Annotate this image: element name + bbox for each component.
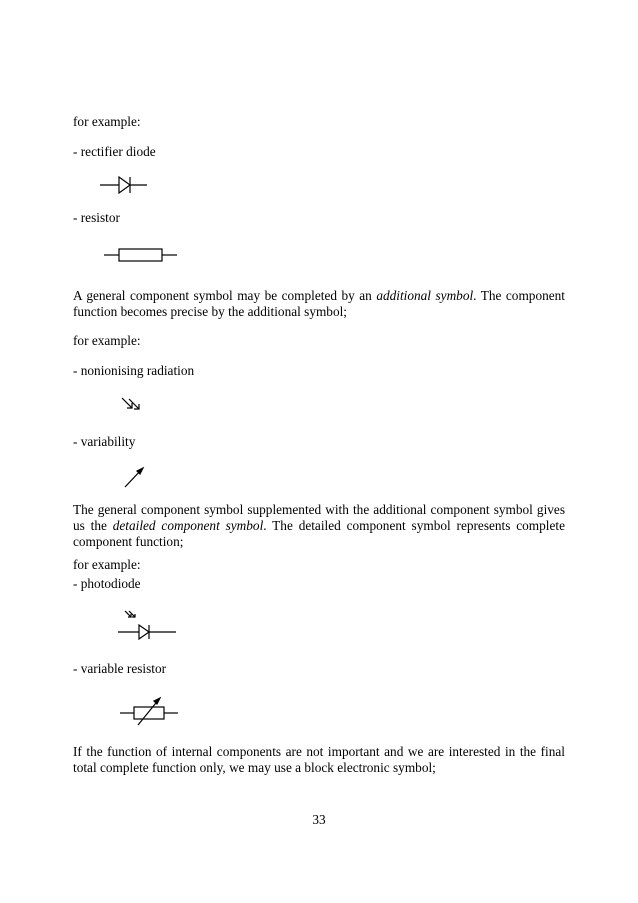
for-example-label-1: for example:	[73, 114, 141, 129]
nonionising-radiation-symbol	[120, 396, 144, 414]
page-number: 33	[312, 812, 326, 827]
paragraph-detailed-symbol	[73, 502, 565, 550]
photodiode-label: - photodiode	[73, 576, 141, 591]
para1-italic: additional symbol	[376, 288, 474, 303]
para1-text-2: . The component function becomes precise by the additional symbol;	[73, 288, 565, 319]
for-example-label-3: for example:	[73, 557, 141, 572]
para2-italic: detailed component symbol	[112, 518, 264, 533]
photodiode-symbol	[118, 610, 178, 644]
rectifier-diode-symbol	[100, 174, 160, 196]
variable-resistor-label: - variable resistor	[73, 661, 167, 676]
paragraph-additional-symbol	[73, 288, 565, 320]
variability-symbol	[124, 465, 148, 489]
variability-label: - variability	[73, 434, 136, 449]
para1-text-1: A general component symbol may be completed by an	[73, 288, 377, 303]
para2-text-1: The general component symbol supplemented with the additional component symbol gives us the	[73, 502, 565, 533]
for-example-label-2: for example:	[73, 333, 141, 348]
variable-resistor-symbol	[120, 693, 180, 729]
resistor-label: - resistor	[73, 210, 120, 225]
rectifier-diode-label: - rectifier diode	[73, 144, 156, 159]
para2-text-2: . The detailed component symbol represents complete component function;	[73, 518, 565, 549]
resistor-symbol	[104, 247, 178, 263]
paragraph-block-symbol: If the function of internal components are not important and we are interested in the final total complete function only, we may use a block electronic symbol;	[73, 744, 565, 775]
nonionising-radiation-label: - nonionising radiation	[73, 363, 195, 378]
